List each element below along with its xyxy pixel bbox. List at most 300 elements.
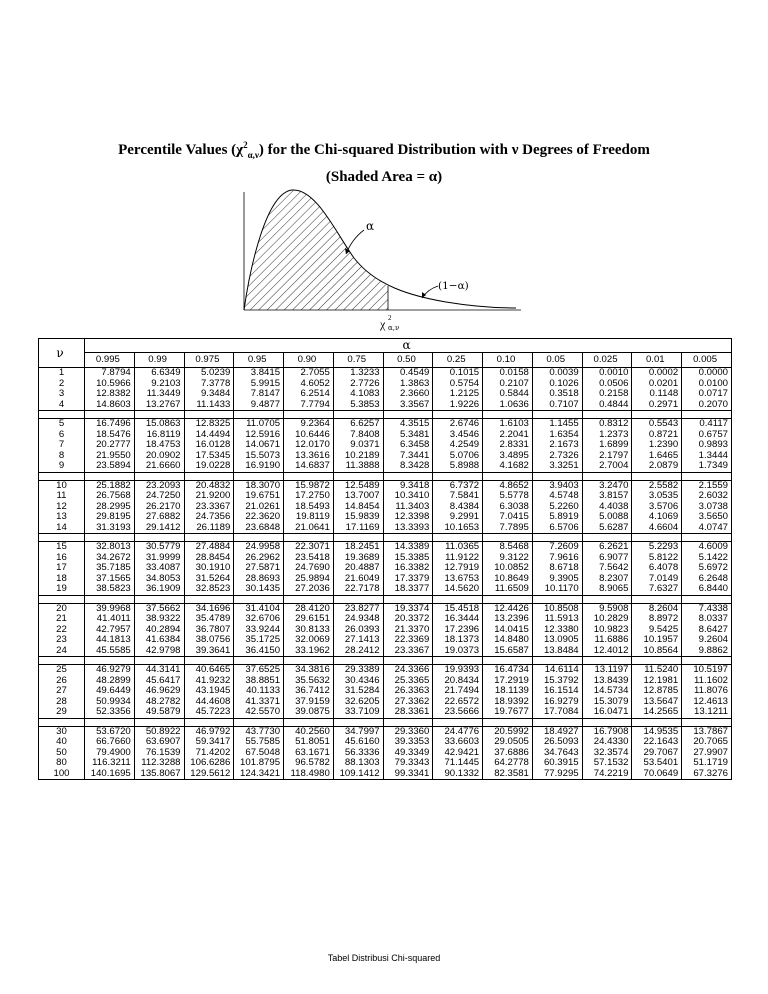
percentile-value-cell: 26.1189 xyxy=(184,523,234,534)
percentile-value-cell: 4.8652 xyxy=(483,480,533,491)
percentile-value-cell: 0.8312 xyxy=(582,419,632,430)
percentile-value-cell: 2.6032 xyxy=(682,491,732,502)
chi-symbol: χ xyxy=(236,142,244,158)
percentile-value-cell: 6.2648 xyxy=(682,574,732,585)
percentile-value-cell: 10.0852 xyxy=(483,563,533,574)
percentile-value-cell: 24.7690 xyxy=(284,563,334,574)
percentile-value-cell: 90.1332 xyxy=(433,769,483,780)
percentile-value-cell: 14.6114 xyxy=(532,665,582,676)
percentile-value-cell: 16.8119 xyxy=(134,430,184,441)
percentile-value-cell: 9.2103 xyxy=(134,379,184,390)
percentile-value-cell: 4.5748 xyxy=(532,491,582,502)
percentile-value-cell: 12.8785 xyxy=(632,686,682,697)
percentile-value-cell: 35.5632 xyxy=(284,676,334,687)
percentile-value-cell: 30.4346 xyxy=(333,676,383,687)
percentile-value-cell: 2.5582 xyxy=(632,480,682,491)
percentile-value-cell: 2.0879 xyxy=(632,461,682,472)
percentile-value-cell: 3.5706 xyxy=(632,502,682,513)
percentile-value-cell: 28.2412 xyxy=(333,646,383,657)
alpha-column-header: 0.75 xyxy=(333,353,383,368)
percentile-value-cell: 3.8157 xyxy=(582,491,632,502)
percentile-value-cell: 19.7677 xyxy=(483,707,533,718)
percentile-value-cell: 19.6751 xyxy=(234,491,284,502)
percentile-value-cell: 1.3233 xyxy=(333,368,383,379)
percentile-value-cell: 13.7007 xyxy=(333,491,383,502)
percentile-value-cell: 4.0747 xyxy=(682,523,732,534)
percentile-value-cell: 14.8454 xyxy=(333,502,383,513)
percentile-value-cell: 6.2514 xyxy=(284,389,334,400)
percentile-value-cell: 1.6465 xyxy=(632,451,682,462)
percentile-value-cell: 77.9295 xyxy=(532,769,582,780)
percentile-value-cell: 6.6257 xyxy=(333,419,383,430)
degrees-of-freedom-cell: 5 xyxy=(39,419,85,430)
group-spacer xyxy=(39,411,732,419)
table-row xyxy=(39,451,732,462)
percentile-value-cell: 56.3336 xyxy=(333,748,383,759)
percentile-value-cell: 13.2396 xyxy=(483,614,533,625)
percentile-value-cell: 5.6287 xyxy=(582,523,632,534)
title-prefix: Percentile Values ( xyxy=(118,142,237,158)
percentile-value-cell: 52.3356 xyxy=(85,707,135,718)
percentile-value-cell: 63.1671 xyxy=(284,748,334,759)
percentile-value-cell: 40.2894 xyxy=(134,625,184,636)
percentile-value-cell: 44.4608 xyxy=(184,697,234,708)
table-row xyxy=(39,665,732,676)
percentile-value-cell: 4.4038 xyxy=(582,502,632,513)
percentile-value-cell: 11.5913 xyxy=(532,614,582,625)
percentile-value-cell: 9.3484 xyxy=(184,389,234,400)
percentile-value-cell: 135.8067 xyxy=(134,769,184,780)
percentile-value-cell: 71.4202 xyxy=(184,748,234,759)
percentile-value-cell: 40.2560 xyxy=(284,726,334,737)
percentile-value-cell: 34.7997 xyxy=(333,726,383,737)
alpha-column-header: 0.975 xyxy=(184,353,234,368)
percentile-value-cell: 20.4887 xyxy=(333,563,383,574)
percentile-value-cell: 13.7867 xyxy=(682,726,732,737)
percentile-value-cell: 35.4789 xyxy=(184,614,234,625)
percentile-value-cell: 5.0088 xyxy=(582,512,632,523)
percentile-value-cell: 30.1910 xyxy=(184,563,234,574)
percentile-value-cell: 49.6449 xyxy=(85,686,135,697)
percentile-value-cell: 15.3385 xyxy=(383,553,433,564)
percentile-value-cell: 30.5779 xyxy=(134,542,184,553)
percentile-value-cell: 26.0393 xyxy=(333,625,383,636)
percentile-value-cell: 15.0863 xyxy=(134,419,184,430)
percentile-value-cell: 0.0506 xyxy=(582,379,632,390)
percentile-value-cell: 7.7794 xyxy=(284,400,334,411)
percentile-value-cell: 14.3389 xyxy=(383,542,433,553)
percentile-value-cell: 11.3403 xyxy=(383,502,433,513)
percentile-value-cell: 23.5418 xyxy=(284,553,334,564)
percentile-value-cell: 3.0535 xyxy=(632,491,682,502)
percentile-value-cell: 37.6886 xyxy=(483,748,533,759)
one-minus-alpha-arrow xyxy=(422,286,438,298)
percentile-value-cell: 0.8721 xyxy=(632,430,682,441)
percentile-value-cell: 2.7326 xyxy=(532,451,582,462)
svg-text:2: 2 xyxy=(388,314,392,322)
percentile-value-cell: 39.3353 xyxy=(383,737,433,748)
percentile-value-cell: 5.3853 xyxy=(333,400,383,411)
percentile-value-cell: 5.6972 xyxy=(682,563,732,574)
percentile-value-cell: 3.4546 xyxy=(433,430,483,441)
alpha-column-header: 0.10 xyxy=(483,353,533,368)
percentile-value-cell: 0.0000 xyxy=(682,368,732,379)
percentile-value-cell: 48.2782 xyxy=(134,697,184,708)
percentile-value-cell: 140.1695 xyxy=(85,769,135,780)
percentile-value-cell: 60.3915 xyxy=(532,758,582,769)
percentile-value-cell: 6.2621 xyxy=(582,542,632,553)
percentile-value-cell: 124.3421 xyxy=(234,769,284,780)
table-row xyxy=(39,603,732,614)
percentile-value-cell: 20.4832 xyxy=(184,480,234,491)
percentile-value-cell: 23.5666 xyxy=(433,707,483,718)
alpha-column-header: 0.005 xyxy=(682,353,732,368)
table-row xyxy=(39,769,732,780)
percentile-value-cell: 0.0158 xyxy=(483,368,533,379)
percentile-value-cell: 21.6660 xyxy=(134,461,184,472)
percentile-value-cell: 31.9999 xyxy=(134,553,184,564)
percentile-value-cell: 1.9226 xyxy=(433,400,483,411)
percentile-value-cell: 24.7250 xyxy=(134,491,184,502)
percentile-value-cell: 0.9893 xyxy=(682,440,732,451)
degrees-of-freedom-cell: 22 xyxy=(39,625,85,636)
footer-caption: Tabel Distribusi Chi-squared xyxy=(327,953,441,963)
table-row xyxy=(39,574,732,585)
percentile-value-cell: 25.1882 xyxy=(85,480,135,491)
percentile-value-cell: 40.6465 xyxy=(184,665,234,676)
percentile-value-cell: 13.3393 xyxy=(383,523,433,534)
percentile-value-cell: 46.9279 xyxy=(85,665,135,676)
percentile-value-cell: 21.7494 xyxy=(433,686,483,697)
percentile-value-cell: 29.1412 xyxy=(134,523,184,534)
percentile-value-cell: 18.3070 xyxy=(234,480,284,491)
percentile-value-cell: 5.2293 xyxy=(632,542,682,553)
percentile-value-cell: 0.0002 xyxy=(632,368,682,379)
percentile-value-cell: 0.1148 xyxy=(632,389,682,400)
percentile-value-cell: 106.6286 xyxy=(184,758,234,769)
percentile-value-cell: 82.3581 xyxy=(483,769,533,780)
table-row xyxy=(39,440,732,451)
chi-subscript: α,ν xyxy=(247,150,259,160)
percentile-value-cell: 9.3122 xyxy=(483,553,533,564)
alpha-column-header: 0.50 xyxy=(383,353,433,368)
percentile-value-cell: 28.8693 xyxy=(234,574,284,585)
percentile-value-cell: 17.3379 xyxy=(383,574,433,585)
percentile-value-cell: 5.8988 xyxy=(433,461,483,472)
percentile-value-cell: 49.5879 xyxy=(134,707,184,718)
percentile-value-cell: 28.4120 xyxy=(284,603,334,614)
percentile-value-cell: 18.4753 xyxy=(134,440,184,451)
percentile-value-cell: 29.0505 xyxy=(483,737,533,748)
percentile-value-cell: 43.1945 xyxy=(184,686,234,697)
percentile-value-cell: 3.3567 xyxy=(383,400,433,411)
percentile-value-cell: 13.6753 xyxy=(433,574,483,585)
alpha-column-header: 0.90 xyxy=(284,353,334,368)
degrees-of-freedom-cell: 100 xyxy=(39,769,85,780)
percentile-value-cell: 4.1682 xyxy=(483,461,533,472)
table-row xyxy=(39,523,732,534)
percentile-value-cell: 18.3377 xyxy=(383,584,433,595)
table-row xyxy=(39,430,732,441)
percentile-value-cell: 30.1435 xyxy=(234,584,284,595)
percentile-value-cell: 0.0717 xyxy=(682,389,732,400)
table-row xyxy=(39,419,732,430)
percentile-value-cell: 14.0671 xyxy=(234,440,284,451)
percentile-value-cell: 25.3365 xyxy=(383,676,433,687)
percentile-value-cell: 1.6103 xyxy=(483,419,533,430)
percentile-value-cell: 14.5734 xyxy=(582,686,632,697)
percentile-value-cell: 42.9798 xyxy=(134,646,184,657)
percentile-value-cell: 53.5401 xyxy=(632,758,682,769)
percentile-value-cell: 22.3071 xyxy=(284,542,334,553)
percentile-value-cell: 25.9894 xyxy=(284,574,334,585)
percentile-value-cell: 17.7084 xyxy=(532,707,582,718)
percentile-value-cell: 26.2962 xyxy=(234,553,284,564)
degrees-of-freedom-cell: 11 xyxy=(39,491,85,502)
percentile-value-cell: 27.4884 xyxy=(184,542,234,553)
percentile-value-cell: 27.5871 xyxy=(234,563,284,574)
percentile-value-cell: 0.7107 xyxy=(532,400,582,411)
percentile-value-cell: 15.9839 xyxy=(333,512,383,523)
percentile-value-cell: 36.7807 xyxy=(184,625,234,636)
percentile-value-cell: 22.3369 xyxy=(383,635,433,646)
percentile-value-cell: 7.2609 xyxy=(532,542,582,553)
percentile-value-cell: 21.6049 xyxy=(333,574,383,585)
percentile-value-cell: 45.7223 xyxy=(184,707,234,718)
percentile-value-cell: 0.5543 xyxy=(632,419,682,430)
percentile-value-cell: 55.7585 xyxy=(234,737,284,748)
percentile-value-cell: 0.1026 xyxy=(532,379,582,390)
percentile-value-cell: 30.8133 xyxy=(284,625,334,636)
degrees-of-freedom-cell: 20 xyxy=(39,603,85,614)
degrees-of-freedom-cell: 50 xyxy=(39,748,85,759)
percentile-value-cell: 20.3372 xyxy=(383,614,433,625)
percentile-value-cell: 37.6525 xyxy=(234,665,284,676)
percentile-value-cell: 20.7065 xyxy=(682,737,732,748)
table-row xyxy=(39,748,732,759)
percentile-value-cell: 26.2170 xyxy=(134,502,184,513)
percentile-value-cell: 1.1455 xyxy=(532,419,582,430)
percentile-value-cell: 9.2604 xyxy=(682,635,732,646)
percentile-value-cell: 27.2036 xyxy=(284,584,334,595)
svg-text:α,ν: α,ν xyxy=(388,324,400,332)
percentile-value-cell: 9.8862 xyxy=(682,646,732,657)
percentile-value-cell: 19.3689 xyxy=(333,553,383,564)
percentile-value-cell: 71.1445 xyxy=(433,758,483,769)
degrees-of-freedom-cell: 80 xyxy=(39,758,85,769)
percentile-value-cell: 41.9232 xyxy=(184,676,234,687)
percentile-value-cell: 1.2373 xyxy=(582,430,632,441)
percentile-value-cell: 4.6009 xyxy=(682,542,732,553)
percentile-value-cell: 12.8325 xyxy=(184,419,234,430)
title-line-1 xyxy=(0,134,768,166)
percentile-value-cell: 112.3288 xyxy=(134,758,184,769)
degrees-of-freedom-cell: 10 xyxy=(39,480,85,491)
percentile-value-cell: 0.2158 xyxy=(582,389,632,400)
percentile-value-cell: 7.8408 xyxy=(333,430,383,441)
chi-squared-table xyxy=(38,338,732,780)
percentile-value-cell: 32.8523 xyxy=(184,584,234,595)
percentile-value-cell: 99.3341 xyxy=(383,769,433,780)
percentile-value-cell: 24.3366 xyxy=(383,665,433,676)
percentile-value-cell: 23.5894 xyxy=(85,461,135,472)
percentile-value-cell: 16.0128 xyxy=(184,440,234,451)
percentile-value-cell: 21.9550 xyxy=(85,451,135,462)
percentile-value-cell: 96.5782 xyxy=(284,758,334,769)
percentile-value-cell: 23.2093 xyxy=(134,480,184,491)
percentile-value-cell: 18.2451 xyxy=(333,542,383,553)
percentile-value-cell: 28.2995 xyxy=(85,502,135,513)
percentile-value-cell: 0.0201 xyxy=(632,379,682,390)
percentile-value-cell: 18.5493 xyxy=(284,502,334,513)
percentile-value-cell: 7.5841 xyxy=(433,491,483,502)
group-spacer xyxy=(39,534,732,542)
percentile-value-cell: 10.2189 xyxy=(333,451,383,462)
title-suffix: ) for the Chi-squared Distribution with ν Degrees of Freedom xyxy=(258,142,650,158)
percentile-value-cell: 24.9958 xyxy=(234,542,284,553)
table-row xyxy=(39,553,732,564)
percentile-value-cell: 10.8649 xyxy=(483,574,533,585)
table-row xyxy=(39,379,732,390)
percentile-value-cell: 8.5468 xyxy=(483,542,533,553)
percentile-value-cell: 76.1539 xyxy=(134,748,184,759)
percentile-value-cell: 18.9392 xyxy=(483,697,533,708)
table-row xyxy=(39,512,732,523)
percentile-value-cell: 10.1957 xyxy=(632,635,682,646)
percentile-value-cell: 1.3444 xyxy=(682,451,732,462)
percentile-value-cell: 24.4776 xyxy=(433,726,483,737)
percentile-value-cell: 0.2070 xyxy=(682,400,732,411)
percentile-value-cell: 51.8051 xyxy=(284,737,334,748)
percentile-value-cell: 64.2778 xyxy=(483,758,533,769)
percentile-value-cell: 23.3367 xyxy=(184,502,234,513)
table-row xyxy=(39,697,732,708)
percentile-value-cell: 20.5992 xyxy=(483,726,533,737)
percentile-value-cell: 2.3660 xyxy=(383,389,433,400)
percentile-value-cell: 3.0738 xyxy=(682,502,732,513)
percentile-value-cell: 32.8013 xyxy=(85,542,135,553)
percentile-value-cell: 5.1422 xyxy=(682,553,732,564)
percentile-value-cell: 15.3792 xyxy=(532,676,582,687)
alpha-column-header: 0.025 xyxy=(582,353,632,368)
percentile-value-cell: 11.6509 xyxy=(483,584,533,595)
percentile-value-cell: 12.5916 xyxy=(234,430,284,441)
percentile-value-cell: 0.3518 xyxy=(532,389,582,400)
percentile-value-cell: 116.3211 xyxy=(85,758,135,769)
table-row xyxy=(39,758,732,769)
percentile-value-cell: 18.4927 xyxy=(532,726,582,737)
percentile-value-cell: 79.4900 xyxy=(85,748,135,759)
percentile-value-cell: 29.7067 xyxy=(632,748,682,759)
degrees-of-freedom-cell: 17 xyxy=(39,563,85,574)
percentile-value-cell: 9.4877 xyxy=(234,400,284,411)
percentile-value-cell: 9.0371 xyxy=(333,440,383,451)
table-row xyxy=(39,400,732,411)
percentile-value-cell: 59.3417 xyxy=(184,737,234,748)
alpha-header: α xyxy=(85,339,732,353)
degrees-of-freedom-cell: 15 xyxy=(39,542,85,553)
percentile-value-cell: 1.6899 xyxy=(582,440,632,451)
percentile-value-cell: 14.4494 xyxy=(184,430,234,441)
percentile-value-cell: 33.9244 xyxy=(234,625,284,636)
percentile-value-cell: 66.7660 xyxy=(85,737,135,748)
percentile-value-cell: 32.6205 xyxy=(333,697,383,708)
alpha-column-headers xyxy=(39,353,732,368)
percentile-value-cell: 48.2899 xyxy=(85,676,135,687)
percentile-value-cell: 12.3380 xyxy=(532,625,582,636)
percentile-value-cell: 10.1170 xyxy=(532,584,582,595)
percentile-value-cell: 23.6848 xyxy=(234,523,284,534)
percentile-value-cell: 8.2307 xyxy=(582,574,632,585)
percentile-value-cell: 13.8484 xyxy=(532,646,582,657)
percentile-value-cell: 12.5489 xyxy=(333,480,383,491)
percentile-value-cell: 17.2750 xyxy=(284,491,334,502)
percentile-value-cell: 1.2390 xyxy=(632,440,682,451)
percentile-value-cell: 18.1373 xyxy=(433,635,483,646)
table-row xyxy=(39,737,732,748)
percentile-value-cell: 15.6587 xyxy=(483,646,533,657)
percentile-value-cell: 0.0010 xyxy=(582,368,632,379)
percentile-value-cell: 20.2777 xyxy=(85,440,135,451)
percentile-value-cell: 36.4150 xyxy=(234,646,284,657)
degrees-of-freedom-cell: 6 xyxy=(39,430,85,441)
percentile-value-cell: 14.8603 xyxy=(85,400,135,411)
percentile-value-cell: 5.0706 xyxy=(433,451,483,462)
chi-superscript: 2 xyxy=(243,140,248,150)
percentile-value-cell: 20.8434 xyxy=(433,676,483,687)
table-row xyxy=(39,563,732,574)
percentile-value-cell: 4.1083 xyxy=(333,389,383,400)
percentile-value-cell: 31.5264 xyxy=(184,574,234,585)
percentile-value-cell: 50.8922 xyxy=(134,726,184,737)
table-row xyxy=(39,461,732,472)
percentile-value-cell: 24.7356 xyxy=(184,512,234,523)
percentile-value-cell: 12.4426 xyxy=(483,603,533,614)
percentile-value-cell: 88.1303 xyxy=(333,758,383,769)
percentile-value-cell: 10.8508 xyxy=(532,603,582,614)
percentile-value-cell: 9.3418 xyxy=(383,480,433,491)
percentile-value-cell: 34.3816 xyxy=(284,665,334,676)
percentile-value-cell: 12.4613 xyxy=(682,697,732,708)
percentile-value-cell: 38.0756 xyxy=(184,635,234,646)
percentile-value-cell: 0.6757 xyxy=(682,430,732,441)
percentile-value-cell: 27.6882 xyxy=(134,512,184,523)
percentile-value-cell: 17.5345 xyxy=(184,451,234,462)
percentile-value-cell: 22.1643 xyxy=(632,737,682,748)
percentile-value-cell: 5.3481 xyxy=(383,430,433,441)
percentile-value-cell: 26.7568 xyxy=(85,491,135,502)
chi-squared-density-figure xyxy=(236,188,536,338)
percentile-value-cell: 109.1412 xyxy=(333,769,383,780)
percentile-value-cell: 22.3620 xyxy=(234,512,284,523)
percentile-value-cell: 43.7730 xyxy=(234,726,284,737)
percentile-value-cell: 0.4844 xyxy=(582,400,632,411)
percentile-value-cell: 5.0239 xyxy=(184,368,234,379)
percentile-value-cell: 3.9403 xyxy=(532,480,582,491)
percentile-value-cell: 26.5093 xyxy=(532,737,582,748)
percentile-value-cell: 37.1565 xyxy=(85,574,135,585)
degrees-of-freedom-cell: 23 xyxy=(39,635,85,646)
percentile-value-cell: 13.3616 xyxy=(284,451,334,462)
degrees-of-freedom-cell: 27 xyxy=(39,686,85,697)
percentile-value-cell: 10.8564 xyxy=(632,646,682,657)
degrees-of-freedom-cell: 18 xyxy=(39,574,85,585)
percentile-value-cell: 14.2565 xyxy=(632,707,682,718)
percentile-value-cell: 7.8147 xyxy=(234,389,284,400)
degrees-of-freedom-cell: 25 xyxy=(39,665,85,676)
percentile-value-cell: 16.9190 xyxy=(234,461,284,472)
percentile-value-cell: 22.6572 xyxy=(433,697,483,708)
